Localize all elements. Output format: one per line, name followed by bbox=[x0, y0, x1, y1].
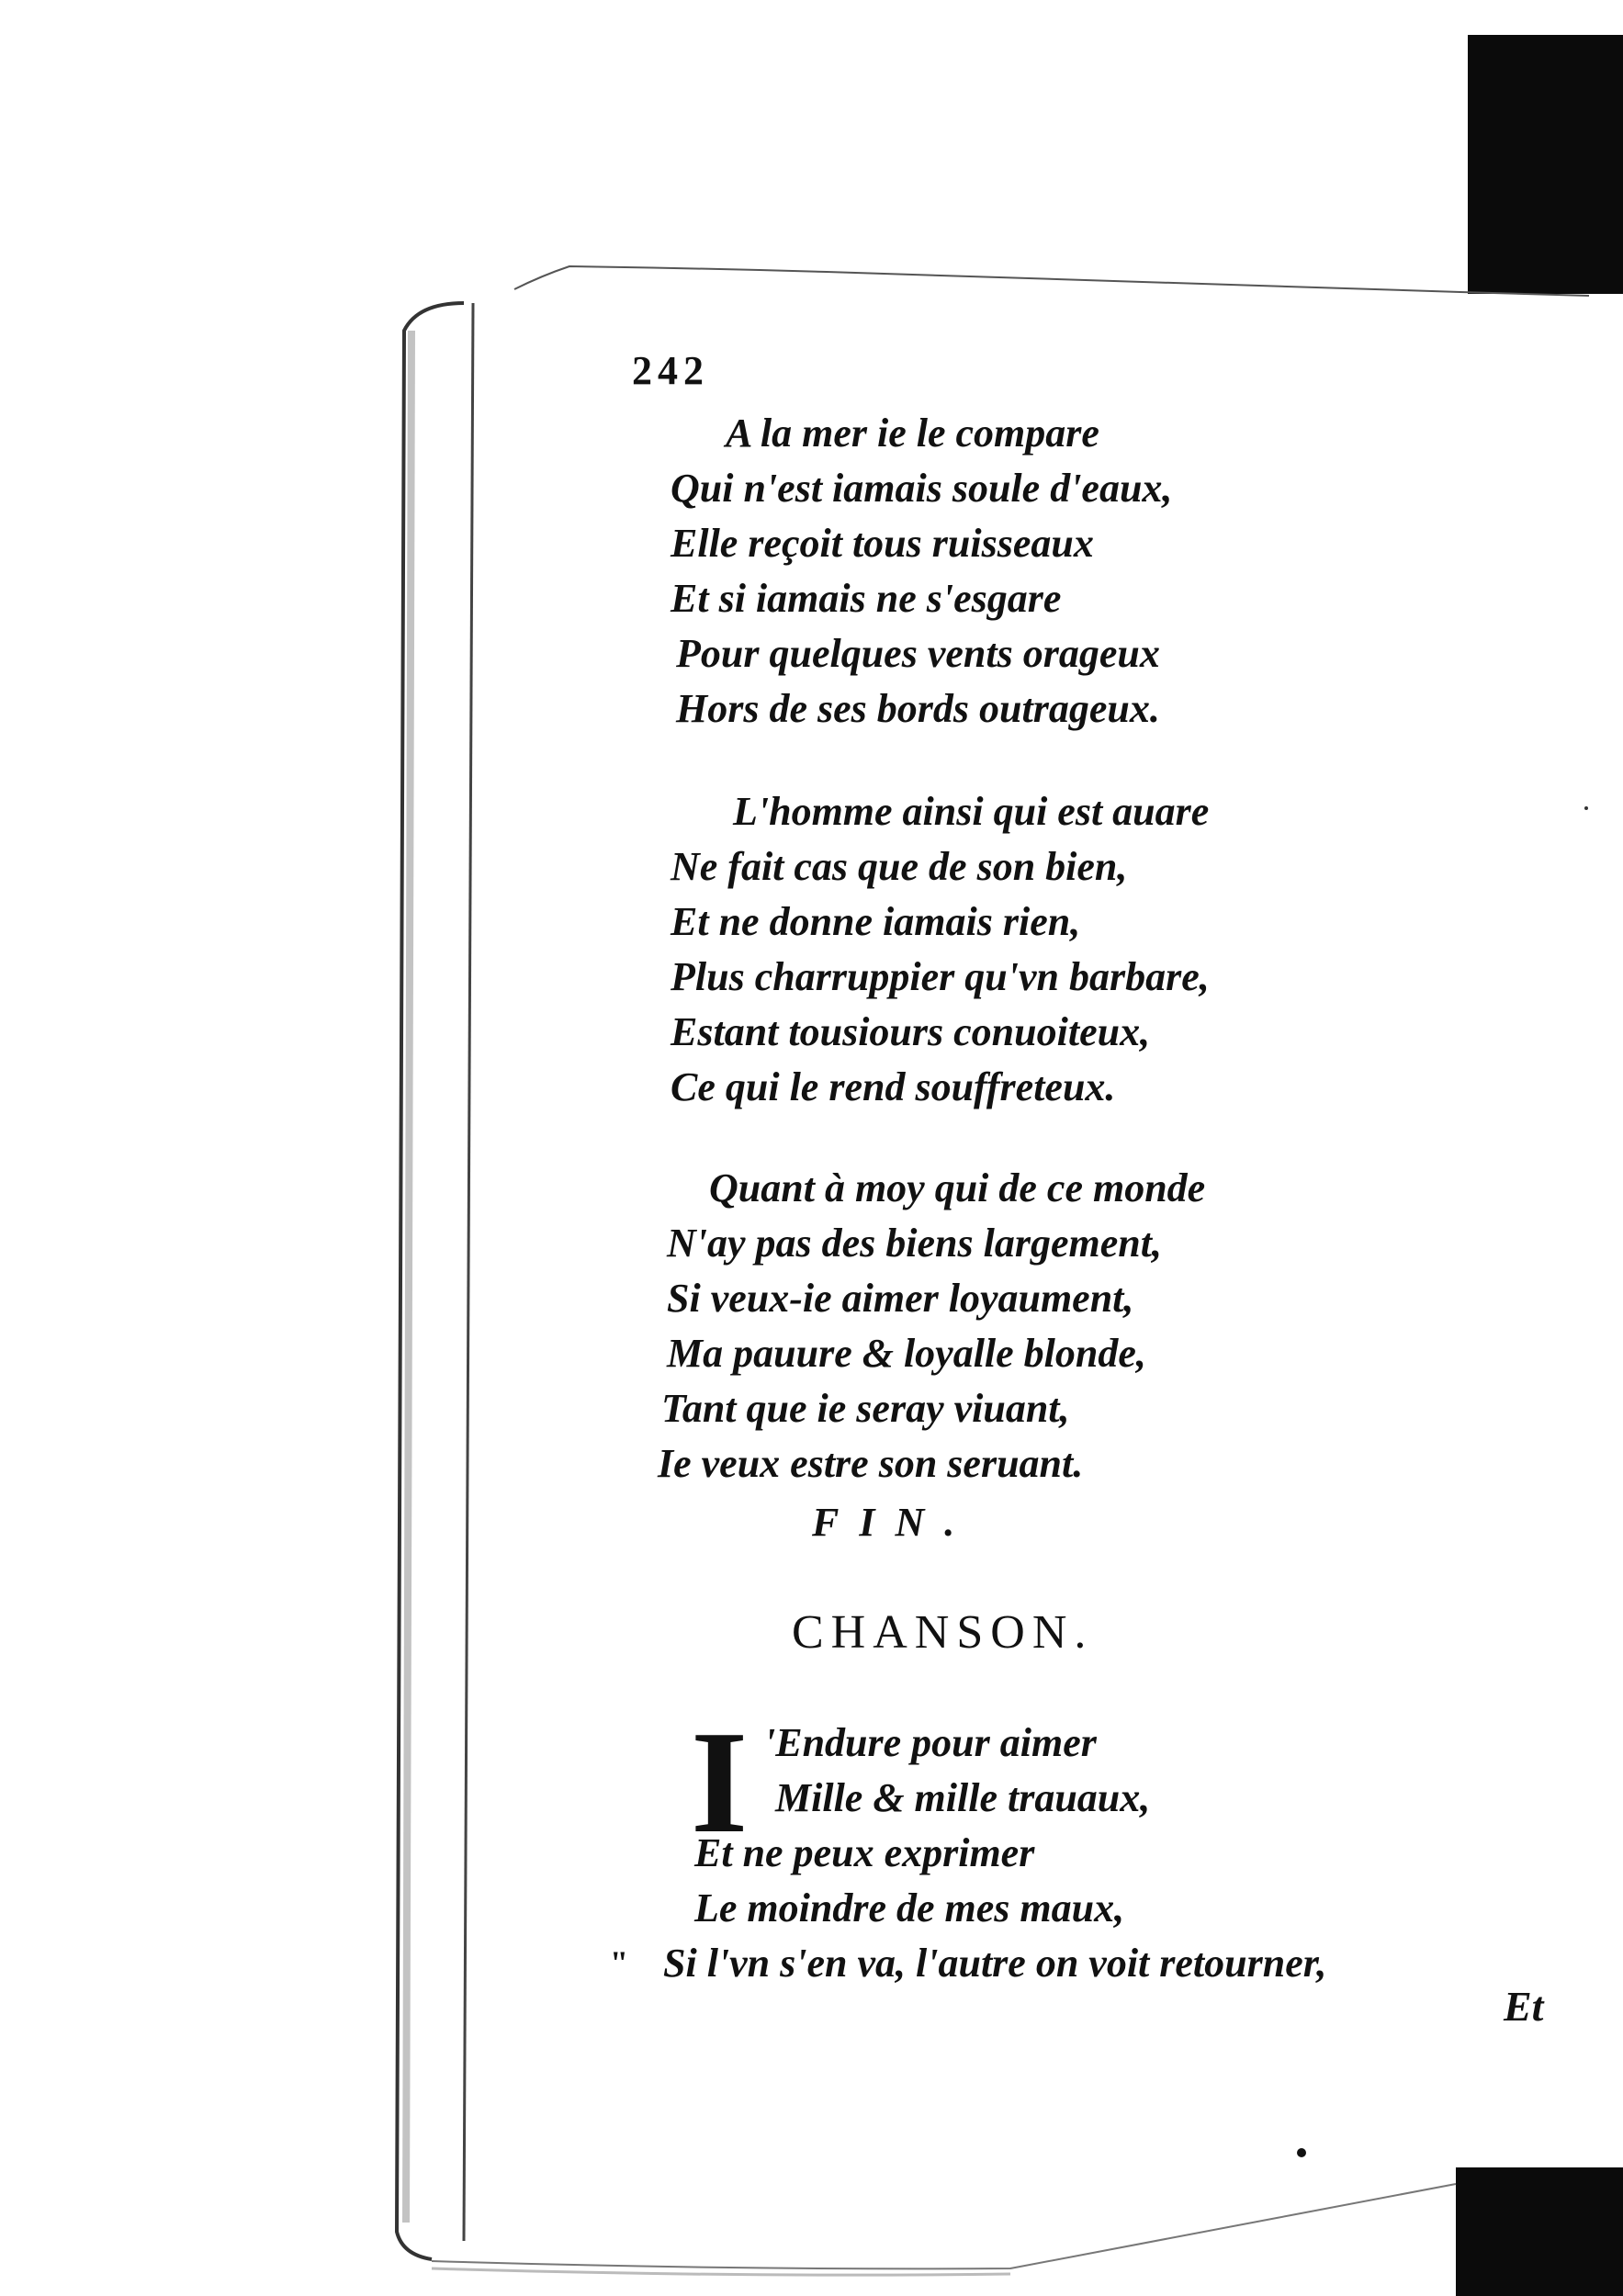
stanza-3-line-5: Tant que ie seray viuant, bbox=[661, 1386, 1070, 1431]
stanza-3-line-4: Ma pauure & loyalle blonde, bbox=[667, 1331, 1146, 1376]
stanza-1-line-5: Pour quelques vents orageux bbox=[676, 631, 1160, 676]
stanza-3-line-6: Ie veux estre son seruant. bbox=[658, 1441, 1084, 1486]
stanza-1-line-6: Hors de ses bords outrageux. bbox=[676, 686, 1160, 731]
chanson-line-5: Si l'vn s'en va, l'autre on voit retourner, bbox=[663, 1941, 1327, 1986]
chanson-line-4: Le moindre de mes maux, bbox=[694, 1885, 1125, 1930]
stanza-3-line-1: Quant à moy qui de ce monde bbox=[709, 1165, 1206, 1210]
stanza-1-line-4: Et si iamais ne s'esgare bbox=[671, 576, 1062, 621]
chanson-line-2: Mille & mille trauaux, bbox=[775, 1775, 1151, 1820]
chanson-title: CHANSON. bbox=[792, 1606, 1094, 1659]
stanza-2-line-6: Ce qui le rend souffreteux. bbox=[671, 1064, 1116, 1109]
stanza-2-line-5: Estant tousiours conuoiteux, bbox=[671, 1009, 1151, 1054]
stanza-2-line-3: Et ne donne iamais rien, bbox=[671, 899, 1081, 944]
stanza-2-line-2: Ne fait cas que de son bien, bbox=[671, 844, 1128, 889]
dropcap-letter: I bbox=[691, 1700, 749, 1863]
chanson-line-1: 'Endure pour aimer bbox=[764, 1720, 1097, 1765]
chanson-line-3: Et ne peux exprimer bbox=[694, 1830, 1035, 1875]
margin-quote-mark: " bbox=[610, 1944, 628, 1981]
stanza-2-line-1: L'homme ainsi qui est auare bbox=[733, 789, 1210, 834]
fin-marker: FIN. bbox=[812, 1500, 975, 1545]
stanza-3-line-2: N'ay pas des biens largement, bbox=[667, 1221, 1162, 1266]
stanza-1-line-2: Qui n'est iamais soule d'eaux, bbox=[671, 466, 1173, 511]
stanza-2-line-4: Plus charruppier qu'vn barbare, bbox=[671, 954, 1210, 999]
catchword: Et bbox=[1504, 1983, 1544, 2030]
stanza-3-line-3: Si veux-ie aimer loyaument, bbox=[667, 1276, 1134, 1321]
stanza-1-line-3: Elle reçoit tous ruisseaux bbox=[671, 521, 1094, 566]
stanza-1-line-1: A la mer ie le compare bbox=[726, 411, 1099, 456]
page-number: 242 bbox=[632, 348, 709, 393]
